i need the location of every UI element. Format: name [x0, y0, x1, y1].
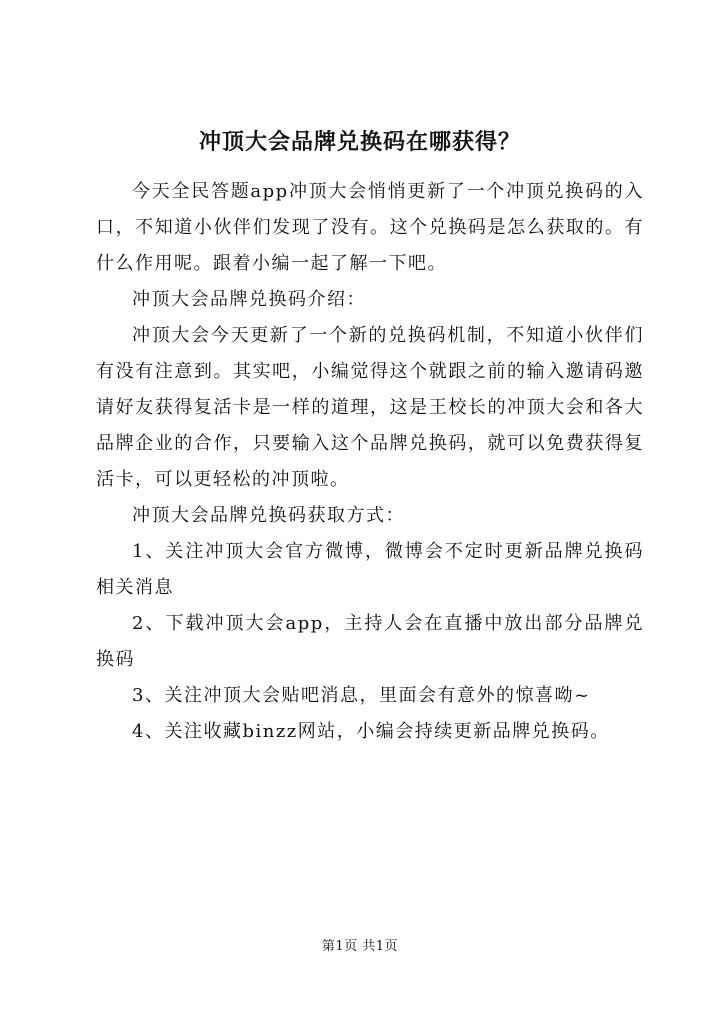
document-body	[96, 174, 644, 750]
section-heading-introduction: 冲顶大会品牌兑换码介绍：	[132, 289, 366, 310]
method-item-4: 4、关注收藏binzz网站，小编会持续更新品牌兑换码。	[132, 721, 610, 742]
method-item-3: 3、关注冲顶大会贴吧消息，里面会有意外的惊喜呦~	[132, 685, 591, 706]
document-title: 冲顶大会品牌兑换码在哪获得？	[198, 129, 521, 155]
introduction-paragraph: 冲顶大会今天更新了一个新的兑换码机制，不知道小伙伴们有没有注意到。其实吧，小编觉得这个就跟之前的输入邀请码邀请好友获得复活卡是一样的道理，这是王校长的冲顶大会和各大品牌企业的合作，只要输入这个品牌兑换码，就可以免费获得复活卡，可以更轻松的冲顶啦。	[96, 325, 644, 490]
method-item-1: 1、关注冲顶大会官方微博，微博会不定时更新品牌兑换码相关消息	[96, 541, 644, 598]
page-footer: 第1页 共1页	[321, 939, 399, 954]
section-heading-methods: 冲顶大会品牌兑换码获取方式：	[132, 505, 405, 526]
intro-paragraph: 今天全民答题app冲顶大会悄悄更新了一个冲顶兑换码的入口，不知道小伙伴们发现了没有。这个兑换码是怎么获取的。有什么作用呢。跟着小编一起了解一下吧。	[96, 181, 644, 274]
method-item-2: 2、下载冲顶大会app，主持人会在直播中放出部分品牌兑换码	[96, 613, 644, 670]
